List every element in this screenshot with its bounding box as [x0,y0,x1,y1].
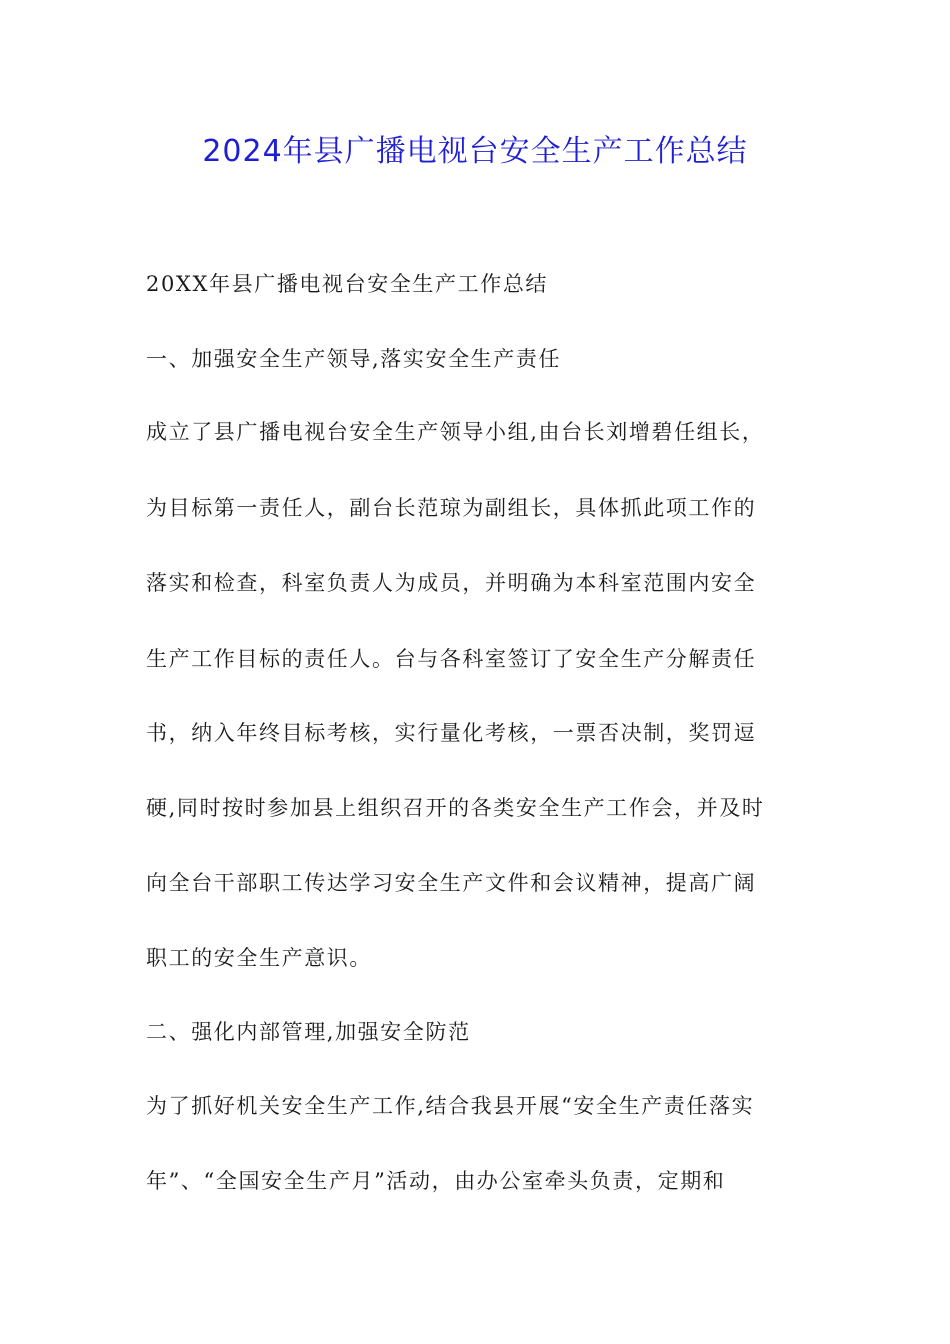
paragraph-line: 年”、“全国安全生产月”活动，由办公室牵头负责，定期和 [146,1169,726,1193]
paragraph-line: 向全台干部职工传达学习安全生产文件和会议精神，提高广阔 [146,871,757,895]
paragraph-line: 职工的安全生产意识。 [146,946,372,970]
document-subtitle: 20XX年县广播电视台安全生产工作总结 [146,272,549,296]
paragraph-line: 成立了县广播电视台安全生产领导小组,由台长刘增碧任组长， [146,420,765,444]
paragraph-line: 生产工作目标的责任人。台与各科室签订了安全生产分解责任 [146,647,757,671]
section-heading-1: 一、加强安全生产领导,落实安全生产责任 [146,347,562,371]
paragraph-line: 为目标第一责任人，副台长范琼为副组长，具体抓此项工作的 [146,496,757,520]
document-title: 2024年县广播电视台安全生产工作总结 [202,134,748,169]
paragraph-line: 书，纳入年终目标考核，实行量化考核，一票否决制，奖罚逗 [146,721,757,745]
section-heading-2: 二、强化内部管理,加强安全防范 [146,1020,471,1044]
paragraph-line: 落实和检查，科室负责人为成员，并明确为本科室范围内安全 [146,571,757,595]
paragraph-line: 硬,同时按时参加县上组织召开的各类安全生产工作会，并及时 [146,796,765,820]
paragraph-line: 为了抓好机关安全生产工作,结合我县开展“安全生产责任落实 [146,1094,755,1118]
